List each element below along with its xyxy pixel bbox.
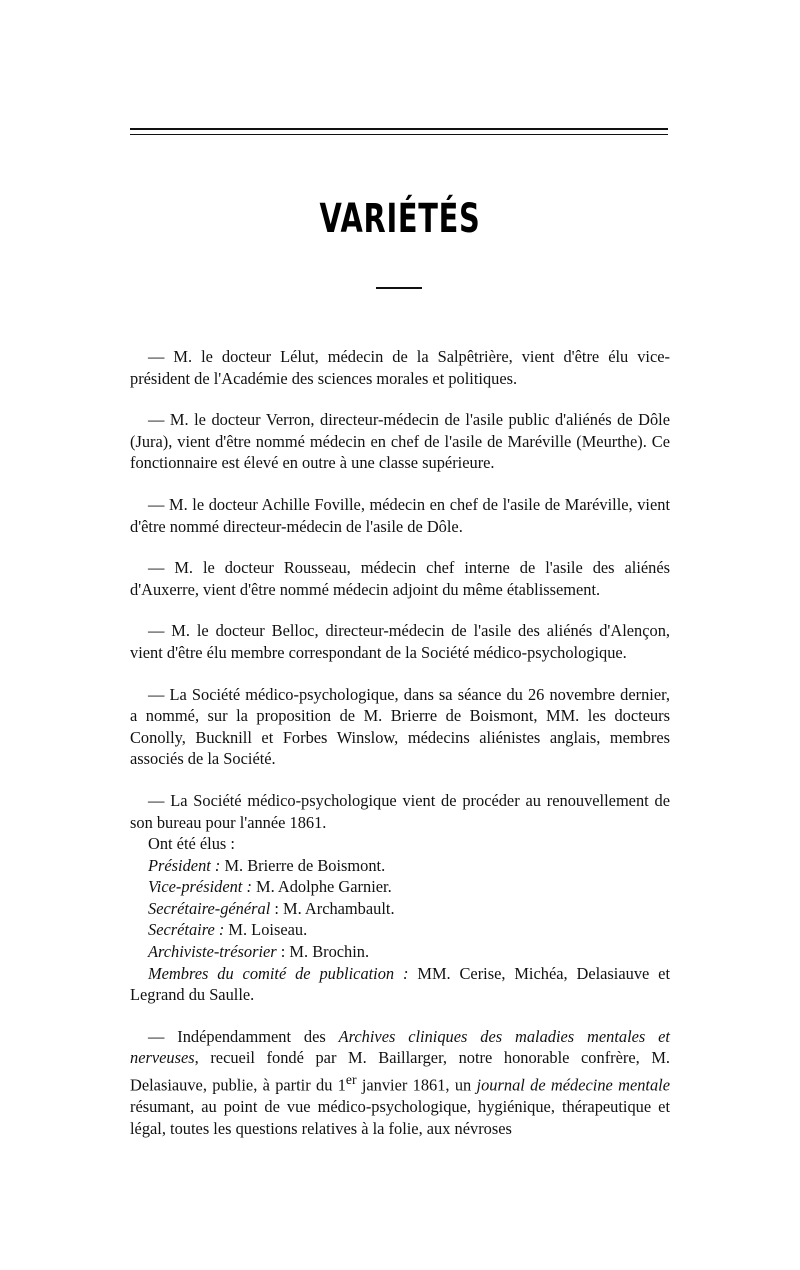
journal-text-1: — Indépendamment des: [148, 1026, 339, 1046]
bureau-intro: — La Société médico-psychologique vient de procéder au renouvellement de son bureau pour l'année 1861.: [130, 790, 670, 832]
committee-label: Membres du comité de publication :: [148, 963, 409, 983]
archivist-value: : M. Brochin.: [276, 942, 370, 962]
journal-text-2: , recueil fondé par M. Baillarger, notre honorable confrère, M. Delasiauve, publie, à partir du 1: [130, 1048, 670, 1095]
bureau-list: [130, 833, 670, 1006]
paragraph-verron: — M. le docteur Verron, directeur-médecin de l'asile public d'aliénés de Dôle (Jura), vient d'être nommé médecin en chef de l'asile de Maréville (Meurthe). Ce fonctionnaire est élevé en outre à une classe supérieure.: [130, 410, 670, 473]
archivist-line: [130, 941, 670, 963]
page-title: VARIÉTÉS: [319, 196, 481, 242]
journal-text-3: janvier 1861, un: [356, 1075, 477, 1095]
president-value: M. Brierre de Boismont.: [220, 855, 386, 875]
vice-president-value: M. Adolphe Garnier.: [251, 877, 392, 897]
paragraph-journal: [130, 1026, 670, 1139]
president-line: [130, 855, 670, 877]
secretary-general-label: Secrétaire-général: [148, 898, 271, 918]
paragraph-foville: — M. le docteur Achille Foville, médecin en chef de l'asile de Maréville, vient d'être nommé directeur-médecin de l'asile de Dôle.: [130, 494, 670, 536]
journal-superscript: er: [345, 1072, 357, 1088]
vice-president-label: Vice-président :: [148, 877, 252, 897]
vice-president-line: [130, 876, 670, 898]
title-divider: [376, 287, 422, 289]
paragraph-rousseau: — M. le docteur Rousseau, médecin chef interne de l'asile des aliénés d'Auxerre, vient d'être nommé médecin adjoint du même établissement.: [130, 558, 670, 599]
archivist-label: Archiviste-trésorier: [148, 942, 277, 962]
bureau-section: [130, 790, 670, 1006]
secretary-line: [130, 919, 670, 941]
journal-text-4: résumant, au point de vue médico-psychologique, hygiénique, thérapeutique et légal, toutes les questions relatives à la folie, aux névroses: [130, 1097, 670, 1138]
body-text: [130, 346, 670, 1139]
secretary-general-line: [130, 898, 670, 920]
journal-title: journal de médecine mentale: [476, 1075, 670, 1095]
paragraph-lelut: — M. le docteur Lélut, médecin de la Salpêtrière, vient d'être élu vice-président de l'Académie des sciences morales et politiques.: [130, 347, 670, 388]
top-rule: [130, 128, 668, 135]
secretary-general-value: : M. Archambault.: [270, 898, 395, 918]
journal-archives-title: Archives cliniques des maladies mentales et nerveuses: [130, 1026, 670, 1068]
elected-line: Ont été élus :: [148, 834, 235, 854]
secretary-value: M. Loiseau.: [224, 920, 308, 940]
paragraph-associates: — La Société médico-psychologique, dans sa séance du 26 novembre dernier, a nommé, sur la proposition de M. Brierre de Boismont, MM. les docteurs Conolly, Bucknill et Forbes Winslow, médecins aliénistes anglais, membres associés de la Société.: [130, 684, 670, 769]
committee-value: MM. Cerise, Michéa, Delasiauve et Legrand du Saulle.: [130, 963, 671, 1005]
committee-line: [130, 963, 670, 1006]
paragraph-belloc: — M. le docteur Belloc, directeur-médecin de l'asile des aliénés d'Alençon, vient d'être élu membre correspondant de la Société médico-psychologique.: [130, 621, 670, 662]
president-label: Président :: [148, 855, 221, 875]
secretary-label: Secrétaire :: [148, 920, 225, 940]
